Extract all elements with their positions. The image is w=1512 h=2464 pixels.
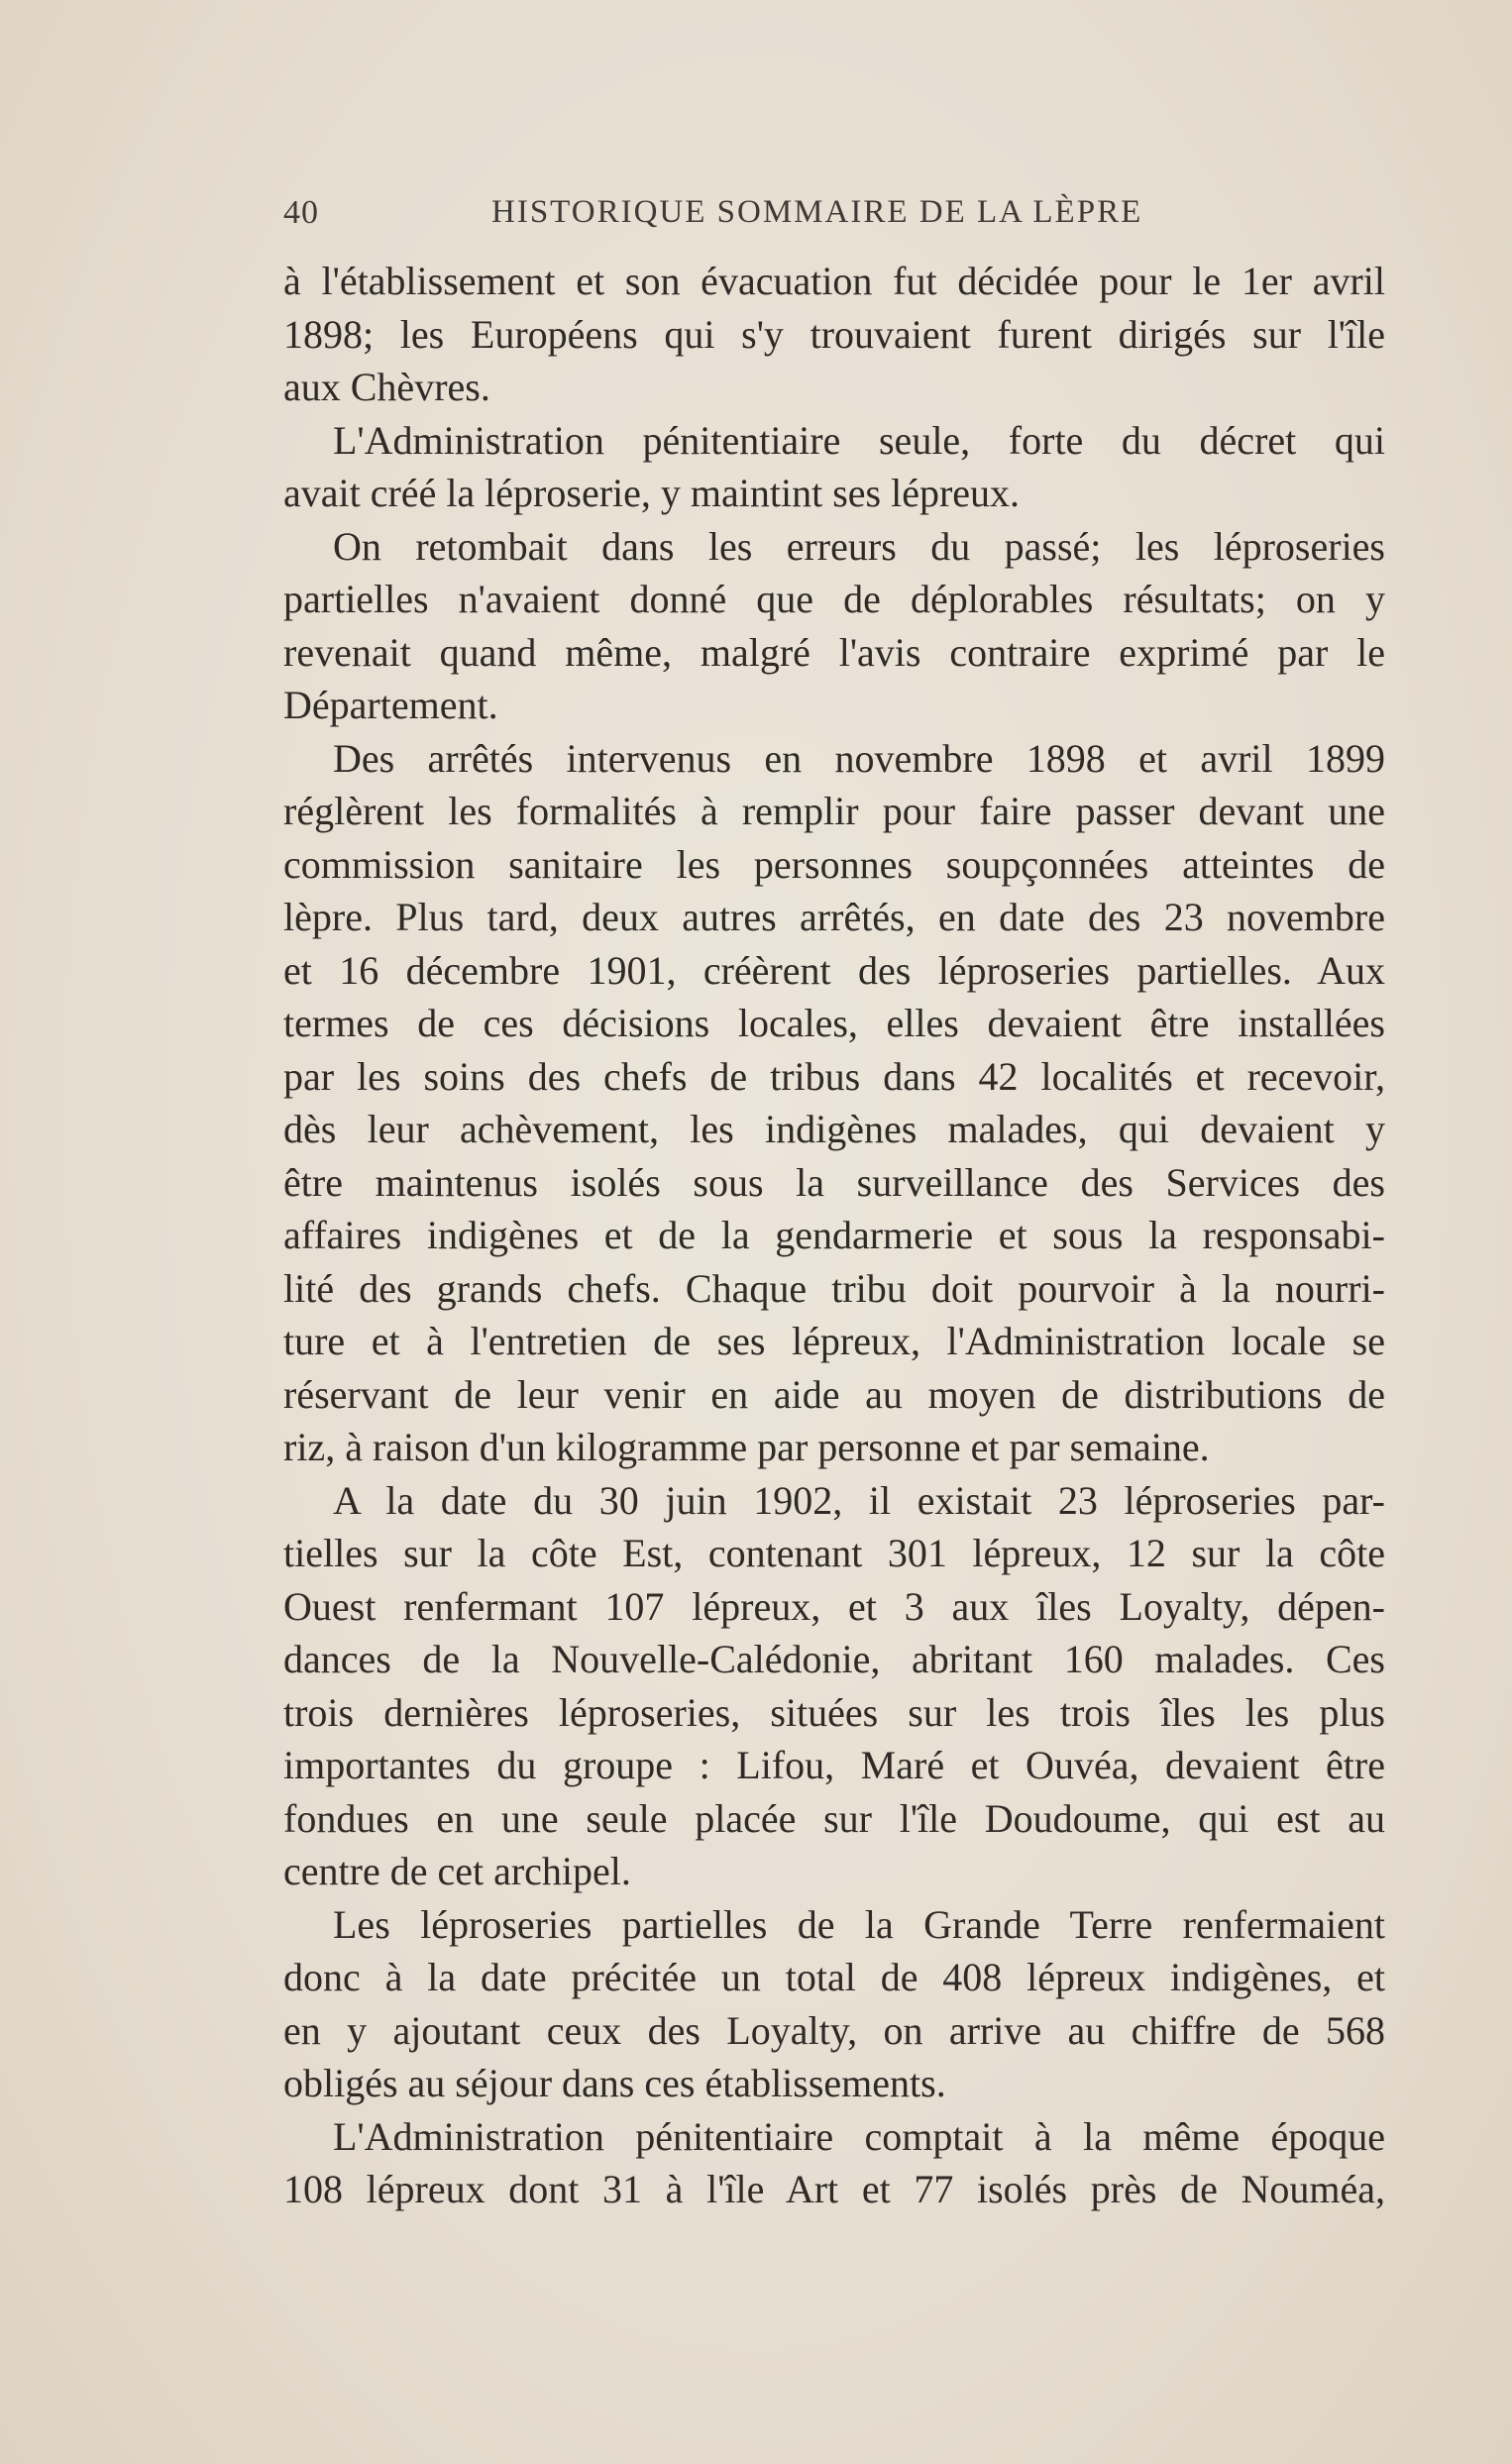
text-line: à l'établissement et son évacuation fut décidée pour le 1er avril — [283, 259, 1385, 303]
text-line: importantes du groupe : Lifou, Maré et Ouvéa, devaient être — [283, 1743, 1385, 1787]
text-line: commission sanitaire les personnes soupçonnées atteintes de — [283, 841, 1385, 887]
text-line: lité des grands chefs. Chaque tribu doit pourvoir à la nourri- — [283, 1265, 1385, 1311]
text-line: dances de la Nouvelle-Calédonie, abritant 160 malades. Ces — [283, 1637, 1385, 1681]
text-line: termes de ces décisions locales, elles devaient être installées — [283, 1001, 1385, 1045]
text-line: par les soins des chefs de tribus dans 42 localités et recevoir, — [283, 1053, 1385, 1099]
running-head: HISTORIQUE SOMMAIRE DE LA LÈPRE — [491, 194, 1143, 230]
text-line: aux Chèvres. — [283, 365, 490, 409]
text-line: revenait quand même, malgré l'avis contraire exprimé par le — [283, 629, 1385, 675]
text-line: Des arrêtés intervenus en novembre 1898 et avril 1899 — [333, 735, 1385, 781]
text-line: 108 lépreux dont 31 à l'île Art et 77 isolés près de Nouméa, — [283, 2167, 1385, 2211]
text-line: trois dernières léproseries, situées sur les trois îles les plus — [283, 1689, 1385, 1735]
text-line: L'Administration pénitentiaire seule, forte du décret qui — [333, 417, 1385, 463]
text-line: avait créé la léproserie, y maintint ses lépreux. — [283, 471, 1021, 515]
page-number: 40 — [283, 194, 319, 231]
text-line: être maintenus isolés sous la surveillance des Services des — [283, 1159, 1385, 1205]
text-line: riz, à raison d'un kilogramme par personne et par semaine. — [283, 1425, 1210, 1469]
text-line: affaires indigènes et de la gendarmerie et sous la responsabi- — [283, 1213, 1385, 1257]
text-line: donc à la date précitée un total de 408 lépreux indigènes, et — [283, 1955, 1385, 1999]
text-line: fondues en une seule placée sur l'île Doudoume, qui est au — [283, 1795, 1385, 1841]
text-line: A la date du 30 juin 1902, il existait 23 léproseries par- — [333, 1477, 1385, 1523]
text-line: centre de cet archipel. — [283, 1849, 631, 1893]
text-line: On retombait dans les erreurs du passé; les léproseries — [333, 523, 1385, 569]
text-line: ture et à l'entretien de ses lépreux, l'Administration locale se — [283, 1319, 1385, 1363]
text-line: Département. — [283, 683, 498, 727]
text-line: lèpre. Plus tard, deux autres arrêtés, en date des 23 novembre — [283, 895, 1385, 939]
text-line: réglèrent les formalités à remplir pour faire passer devant une — [283, 789, 1385, 833]
text-line: Ouest renfermant 107 lépreux, et 3 aux îles Loyalty, dépen- — [283, 1583, 1385, 1629]
text-line: Les léproseries partielles de la Grande Terre renfermaient — [333, 1901, 1385, 1947]
text-line: tielles sur la côte Est, contenant 301 lépreux, 12 sur la côte — [283, 1531, 1385, 1575]
text-line: partielles n'avaient donné que de déplorables résultats; on y — [283, 577, 1385, 621]
text-line: réservant de leur venir en aide au moyen de distributions de — [283, 1371, 1385, 1417]
text-line: dès leur achèvement, les indigènes malades, qui devaient y — [283, 1107, 1385, 1151]
text-line: L'Administration pénitentiaire comptait à la même époque — [333, 2113, 1385, 2159]
body-text — [283, 255, 1385, 2216]
page-header — [283, 194, 1391, 244]
text-line: 1898; les Européens qui s'y trouvaient furent dirigés sur l'île — [283, 311, 1385, 357]
text-line: en y ajoutant ceux des Loyalty, on arrive au chiffre de 568 — [283, 2007, 1385, 2053]
text-line: et 16 décembre 1901, créèrent des léproseries partielles. Aux — [283, 947, 1385, 993]
text-line: obligés au séjour dans ces établissements. — [283, 2061, 946, 2105]
